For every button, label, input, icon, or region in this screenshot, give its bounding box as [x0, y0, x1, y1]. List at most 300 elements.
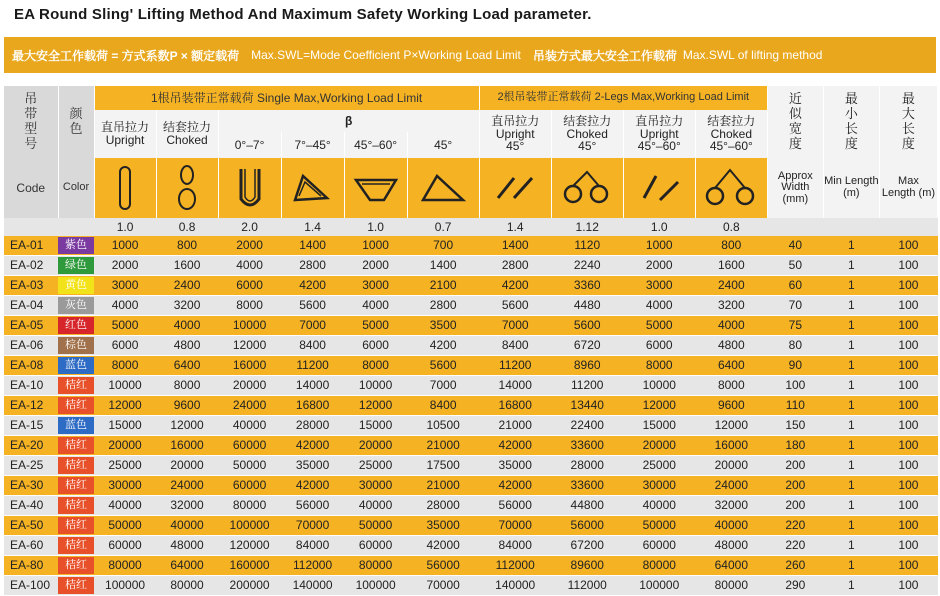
load-value-cell: 4000 — [218, 256, 281, 276]
tl-upright-cn: 直吊拉力 — [491, 114, 540, 129]
table-row — [4, 316, 938, 336]
banner-cn-formula: 最大安全工作载荷 = 方式系数P × 额定载荷 — [12, 48, 240, 63]
load-value-cell: 22400 — [551, 416, 623, 436]
tl-upright-angle: 45° — [506, 139, 525, 154]
load-value-cell: 35000 — [281, 456, 344, 476]
load-value-cell: 33600 — [551, 476, 623, 496]
load-value-cell: 40000 — [94, 496, 156, 516]
load-value-cell: 60000 — [218, 436, 281, 456]
two-leg-choked-45-icon — [551, 158, 623, 218]
tl-choked2-header — [695, 110, 767, 158]
load-value-cell: 64000 — [695, 556, 767, 576]
width-cell: 260 — [767, 556, 823, 576]
load-value-cell: 1400 — [407, 256, 479, 276]
load-value-cell: 25000 — [344, 456, 407, 476]
load-value-cell: 70000 — [281, 516, 344, 536]
load-value-cell: 24000 — [156, 476, 218, 496]
min-length-cell: 1 — [823, 456, 879, 476]
load-value-cell: 80000 — [156, 576, 218, 596]
color-cell — [58, 316, 94, 336]
table-row — [4, 436, 938, 456]
min-length-cell: 1 — [823, 416, 879, 436]
code-header-en: Code — [4, 158, 58, 218]
coefficient-cell: 1.0 — [344, 218, 407, 236]
table-row — [4, 376, 938, 396]
min-length-cell: 1 — [823, 476, 879, 496]
banner-en-method: Max.SWL of lifting method — [682, 48, 823, 62]
load-value-cell: 9600 — [695, 396, 767, 416]
load-value-cell: 1400 — [281, 236, 344, 256]
min-length-cell: 1 — [823, 536, 879, 556]
min-length-cell: 1 — [823, 356, 879, 376]
load-value-cell: 11200 — [479, 356, 551, 376]
max-length-cell: 100 — [879, 536, 937, 556]
load-value-cell: 12000 — [695, 416, 767, 436]
tl-upright2-angle: 45°–60° — [637, 139, 681, 154]
max-length-cell: 100 — [879, 256, 937, 276]
coefficient-cell: 0.7 — [407, 218, 479, 236]
tl-upright2-cn: 直吊拉力 — [635, 114, 684, 129]
code-cell: EA-60 — [4, 536, 58, 556]
load-value-cell: 42000 — [281, 436, 344, 456]
width-cell: 220 — [767, 516, 823, 536]
max-length-cell: 100 — [879, 376, 937, 396]
min-length-cell: 1 — [823, 376, 879, 396]
load-value-cell: 120000 — [218, 536, 281, 556]
load-value-cell: 8400 — [479, 336, 551, 356]
code-cell: EA-50 — [4, 516, 58, 536]
load-value-cell: 4800 — [156, 336, 218, 356]
table-row — [4, 476, 938, 496]
choked-header — [156, 110, 218, 158]
load-value-cell: 16000 — [156, 436, 218, 456]
load-value-cell: 20000 — [218, 376, 281, 396]
color-cell — [58, 476, 94, 496]
choked-en: Choked — [166, 133, 208, 147]
load-value-cell: 67200 — [551, 536, 623, 556]
load-value-cell: 5600 — [551, 316, 623, 336]
load-value-cell: 16800 — [281, 396, 344, 416]
color-swatch: 桔红 — [58, 517, 94, 534]
code-cell: EA-06 — [4, 336, 58, 356]
two-leg-upright-45-60-icon — [623, 158, 695, 218]
load-value-cell: 28000 — [281, 416, 344, 436]
load-value-cell: 2000 — [94, 256, 156, 276]
load-value-cell: 25000 — [94, 456, 156, 476]
color-swatch: 蓝色 — [58, 417, 94, 434]
load-value-cell: 4480 — [551, 296, 623, 316]
load-value-cell: 6000 — [218, 276, 281, 296]
load-value-cell: 8400 — [407, 396, 479, 416]
load-value-cell: 6400 — [695, 356, 767, 376]
load-value-cell: 42000 — [407, 536, 479, 556]
load-value-cell: 100000 — [94, 576, 156, 596]
formula-banner — [4, 37, 936, 73]
load-value-cell: 160000 — [218, 556, 281, 576]
page-title: EA Round Sling' Lifting Method And Maximum Safety Working Load parameter. — [14, 6, 592, 23]
load-value-cell: 80000 — [94, 556, 156, 576]
width-cell: 110 — [767, 396, 823, 416]
width-cell: 200 — [767, 456, 823, 476]
tl-upright-header — [479, 110, 551, 158]
width-cell: 100 — [767, 376, 823, 396]
angle-45-60: 45°–60° — [344, 132, 407, 158]
width-cell: 180 — [767, 436, 823, 456]
load-value-cell: 20000 — [94, 436, 156, 456]
load-value-cell: 5000 — [344, 316, 407, 336]
load-value-cell: 10000 — [218, 316, 281, 336]
load-value-cell: 80000 — [344, 556, 407, 576]
code-cell: EA-80 — [4, 556, 58, 576]
table-row — [4, 236, 938, 256]
tl-choked2-angle: 45°–60° — [709, 139, 753, 154]
table-row — [4, 496, 938, 516]
load-value-cell: 15000 — [344, 416, 407, 436]
color-swatch: 绿色 — [58, 257, 94, 274]
load-value-cell: 16000 — [218, 356, 281, 376]
two-legs-header: 2根吊装带正常载荷 2-Legs Max,Working Load Limit — [479, 86, 767, 110]
load-value-cell: 60000 — [344, 536, 407, 556]
load-value-cell: 14000 — [281, 376, 344, 396]
load-value-cell: 8000 — [94, 356, 156, 376]
load-value-cell: 80000 — [623, 556, 695, 576]
load-value-cell: 40000 — [344, 496, 407, 516]
load-value-cell: 7000 — [479, 316, 551, 336]
color-swatch: 桔红 — [58, 437, 94, 454]
color-swatch: 桔红 — [58, 557, 94, 574]
max-length-cell: 100 — [879, 396, 937, 416]
load-value-cell: 3360 — [551, 276, 623, 296]
color-cell — [58, 556, 94, 576]
angle-0-7: 0°–7° — [218, 132, 281, 158]
min-length-cell: 1 — [823, 436, 879, 456]
load-value-cell: 35000 — [407, 516, 479, 536]
load-value-cell: 140000 — [479, 576, 551, 596]
color-swatch: 桔红 — [58, 537, 94, 554]
table-row — [4, 356, 938, 376]
min-length-cell: 1 — [823, 496, 879, 516]
width-cell: 50 — [767, 256, 823, 276]
load-value-cell: 16800 — [479, 396, 551, 416]
code-cell: EA-04 — [4, 296, 58, 316]
load-value-cell: 3000 — [94, 276, 156, 296]
code-cell: EA-100 — [4, 576, 58, 596]
min-length-cell: 1 — [823, 256, 879, 276]
coefficient-row — [4, 218, 938, 236]
upright-en: Upright — [105, 133, 145, 147]
tl-choked-angle: 45° — [578, 139, 597, 154]
load-value-cell: 2800 — [281, 256, 344, 276]
maxlen-cn-text: 最大长度 — [901, 91, 915, 151]
load-value-cell: 60000 — [94, 536, 156, 556]
code-cell: EA-08 — [4, 356, 58, 376]
load-value-cell: 15000 — [623, 416, 695, 436]
max-length-cell: 100 — [879, 456, 937, 476]
minlen-header-en: Min Length (m) — [823, 158, 879, 218]
load-value-cell: 8000 — [344, 356, 407, 376]
width-cell: 80 — [767, 336, 823, 356]
width-cell: 40 — [767, 236, 823, 256]
color-cell — [58, 336, 94, 356]
load-value-cell: 30000 — [94, 476, 156, 496]
load-value-cell: 3200 — [695, 296, 767, 316]
load-value-cell: 7000 — [281, 316, 344, 336]
maxlen-header-en: Max Length (m) — [879, 158, 937, 218]
load-value-cell: 40000 — [623, 496, 695, 516]
tl-choked-header — [551, 110, 623, 158]
color-swatch: 桔红 — [58, 457, 94, 474]
coef-spacer — [879, 218, 937, 236]
width-cell: 70 — [767, 296, 823, 316]
min-length-cell: 1 — [823, 576, 879, 596]
coef-spacer — [58, 218, 94, 236]
load-value-cell: 3000 — [623, 276, 695, 296]
tl-upright2-header — [623, 110, 695, 158]
load-value-cell: 12000 — [344, 396, 407, 416]
load-value-cell: 6000 — [623, 336, 695, 356]
width-cell: 90 — [767, 356, 823, 376]
two-leg-upright-45-icon — [479, 158, 551, 218]
load-value-cell: 1400 — [479, 236, 551, 256]
color-swatch: 灰色 — [58, 297, 94, 314]
angle-7-45: 7°–45° — [281, 132, 344, 158]
color-header-cn — [58, 86, 94, 158]
width-header-en: Approx Width (mm) — [767, 158, 823, 218]
coefficient-cell: 1.4 — [479, 218, 551, 236]
load-value-cell: 8000 — [156, 376, 218, 396]
basket-7-45-icon — [281, 158, 344, 218]
load-value-cell: 33600 — [551, 436, 623, 456]
load-value-cell: 4200 — [281, 276, 344, 296]
tl-upright-en: Upright — [495, 126, 535, 141]
color-swatch: 桔红 — [58, 397, 94, 414]
load-value-cell: 1000 — [344, 236, 407, 256]
max-length-cell: 100 — [879, 576, 937, 596]
load-value-cell: 20000 — [623, 436, 695, 456]
load-value-cell: 20000 — [344, 436, 407, 456]
load-value-cell: 2800 — [407, 296, 479, 316]
table-row — [4, 256, 938, 276]
load-value-cell: 80000 — [695, 576, 767, 596]
code-cell: EA-25 — [4, 456, 58, 476]
width-cell: 220 — [767, 536, 823, 556]
load-value-cell: 15000 — [94, 416, 156, 436]
coefficient-cell: 1.0 — [623, 218, 695, 236]
load-value-cell: 10000 — [344, 376, 407, 396]
load-value-cell: 5600 — [407, 356, 479, 376]
load-value-cell: 1120 — [551, 236, 623, 256]
tl-choked-cn: 结套拉力 — [563, 114, 612, 129]
color-cell — [58, 576, 94, 596]
max-length-cell: 100 — [879, 316, 937, 336]
color-cell — [58, 356, 94, 376]
load-value-cell: 12000 — [623, 396, 695, 416]
load-value-cell: 4000 — [94, 296, 156, 316]
tl-choked-en: Choked — [566, 126, 608, 141]
max-length-cell: 100 — [879, 476, 937, 496]
choked-sling-icon — [156, 158, 218, 218]
load-value-cell: 3200 — [156, 296, 218, 316]
coef-spacer — [823, 218, 879, 236]
load-value-cell: 28000 — [551, 456, 623, 476]
min-length-cell: 1 — [823, 396, 879, 416]
load-value-cell: 6720 — [551, 336, 623, 356]
color-cell — [58, 236, 94, 256]
load-value-cell: 8000 — [695, 376, 767, 396]
color-cell — [58, 456, 94, 476]
load-value-cell: 8960 — [551, 356, 623, 376]
color-cell — [58, 276, 94, 296]
load-value-cell: 40000 — [218, 416, 281, 436]
load-value-cell: 64000 — [156, 556, 218, 576]
load-value-cell: 3000 — [344, 276, 407, 296]
beta-header: β — [218, 110, 479, 132]
load-value-cell: 3500 — [407, 316, 479, 336]
load-value-cell: 25000 — [623, 456, 695, 476]
load-value-cell: 28000 — [407, 496, 479, 516]
max-length-cell: 100 — [879, 496, 937, 516]
load-value-cell: 2100 — [407, 276, 479, 296]
load-value-cell: 1600 — [156, 256, 218, 276]
load-value-cell: 2000 — [344, 256, 407, 276]
color-swatch: 桔红 — [58, 497, 94, 514]
min-length-cell: 1 — [823, 316, 879, 336]
load-value-cell: 50000 — [94, 516, 156, 536]
color-swatch: 桔红 — [58, 477, 94, 494]
coef-spacer — [4, 218, 58, 236]
color-cell — [58, 376, 94, 396]
load-value-cell: 70000 — [407, 576, 479, 596]
table-row — [4, 516, 938, 536]
code-cell: EA-03 — [4, 276, 58, 296]
width-cell: 200 — [767, 496, 823, 516]
banner-cn-method: 吊装方式最大安全工作载荷 — [532, 48, 677, 63]
code-cell: EA-40 — [4, 496, 58, 516]
load-value-cell: 2400 — [695, 276, 767, 296]
coefficient-cell: 2.0 — [218, 218, 281, 236]
max-length-cell: 100 — [879, 336, 937, 356]
load-value-cell: 2000 — [218, 236, 281, 256]
color-swatch: 紫色 — [58, 237, 94, 254]
load-value-cell: 4200 — [479, 276, 551, 296]
load-value-cell: 2000 — [623, 256, 695, 276]
load-value-cell: 48000 — [156, 536, 218, 556]
load-value-cell: 30000 — [623, 476, 695, 496]
load-value-cell: 12000 — [156, 416, 218, 436]
max-length-cell: 100 — [879, 436, 937, 456]
load-value-cell: 30000 — [344, 476, 407, 496]
color-swatch: 桔红 — [58, 377, 94, 394]
load-value-cell: 9600 — [156, 396, 218, 416]
load-value-cell: 140000 — [281, 576, 344, 596]
minlen-header-cn — [823, 86, 879, 158]
load-value-cell: 89600 — [551, 556, 623, 576]
max-length-cell: 100 — [879, 236, 937, 256]
load-value-cell: 8000 — [623, 356, 695, 376]
load-value-cell: 50000 — [218, 456, 281, 476]
table-row — [4, 536, 938, 556]
load-value-cell: 21000 — [407, 436, 479, 456]
load-value-cell: 12000 — [218, 336, 281, 356]
min-length-cell: 1 — [823, 296, 879, 316]
load-parameter-table — [4, 86, 938, 596]
load-value-cell: 2240 — [551, 256, 623, 276]
load-value-cell: 4000 — [156, 316, 218, 336]
load-value-cell: 4200 — [407, 336, 479, 356]
min-length-cell: 1 — [823, 516, 879, 536]
load-value-cell: 5000 — [623, 316, 695, 336]
load-value-cell: 4800 — [695, 336, 767, 356]
upright-header — [94, 110, 156, 158]
load-value-cell: 800 — [695, 236, 767, 256]
load-value-cell: 100000 — [344, 576, 407, 596]
load-value-cell: 21000 — [407, 476, 479, 496]
coefficient-cell: 1.12 — [551, 218, 623, 236]
load-value-cell: 44800 — [551, 496, 623, 516]
load-value-cell: 42000 — [479, 476, 551, 496]
tl-choked2-en: Choked — [710, 126, 752, 141]
load-value-cell: 60000 — [623, 536, 695, 556]
load-value-cell: 84000 — [281, 536, 344, 556]
load-value-cell: 24000 — [218, 396, 281, 416]
load-value-cell: 5600 — [281, 296, 344, 316]
color-swatch: 红色 — [58, 317, 94, 334]
load-value-cell: 70000 — [479, 516, 551, 536]
load-value-cell: 112000 — [281, 556, 344, 576]
basket-45-icon — [407, 158, 479, 218]
load-value-cell: 42000 — [479, 436, 551, 456]
load-value-cell: 84000 — [479, 536, 551, 556]
width-header-cn — [767, 86, 823, 158]
banner-en-formula: Max.SWL=Mode Coefficient P×Working Load Limit — [251, 48, 521, 62]
load-value-cell: 11200 — [551, 376, 623, 396]
load-value-cell: 6400 — [156, 356, 218, 376]
table-row — [4, 276, 938, 296]
coefficient-cell: 0.8 — [695, 218, 767, 236]
color-swatch: 蓝色 — [58, 357, 94, 374]
load-value-cell: 16000 — [695, 436, 767, 456]
basket-0-7-icon — [218, 158, 281, 218]
table-row — [4, 556, 938, 576]
code-cell: EA-12 — [4, 396, 58, 416]
color-cell — [58, 256, 94, 276]
min-length-cell: 1 — [823, 556, 879, 576]
load-value-cell: 32000 — [156, 496, 218, 516]
table-row — [4, 456, 938, 476]
coefficient-cell: 1.0 — [94, 218, 156, 236]
table-row — [4, 416, 938, 436]
upright-sling-icon — [94, 158, 156, 218]
load-value-cell: 48000 — [695, 536, 767, 556]
load-value-cell: 13440 — [551, 396, 623, 416]
code-cell: EA-01 — [4, 236, 58, 256]
load-value-cell: 1000 — [623, 236, 695, 256]
color-cell — [58, 536, 94, 556]
load-value-cell: 5600 — [479, 296, 551, 316]
load-value-cell: 10500 — [407, 416, 479, 436]
load-value-cell: 35000 — [479, 456, 551, 476]
load-value-cell: 10000 — [623, 376, 695, 396]
color-swatch: 黄色 — [58, 277, 94, 294]
load-value-cell: 17500 — [407, 456, 479, 476]
load-value-cell: 8000 — [218, 296, 281, 316]
coef-spacer — [767, 218, 823, 236]
color-swatch: 棕色 — [58, 337, 94, 354]
color-cn-text: 颜色 — [69, 106, 83, 136]
load-value-cell: 4000 — [695, 316, 767, 336]
width-cell: 200 — [767, 476, 823, 496]
code-cell: EA-05 — [4, 316, 58, 336]
